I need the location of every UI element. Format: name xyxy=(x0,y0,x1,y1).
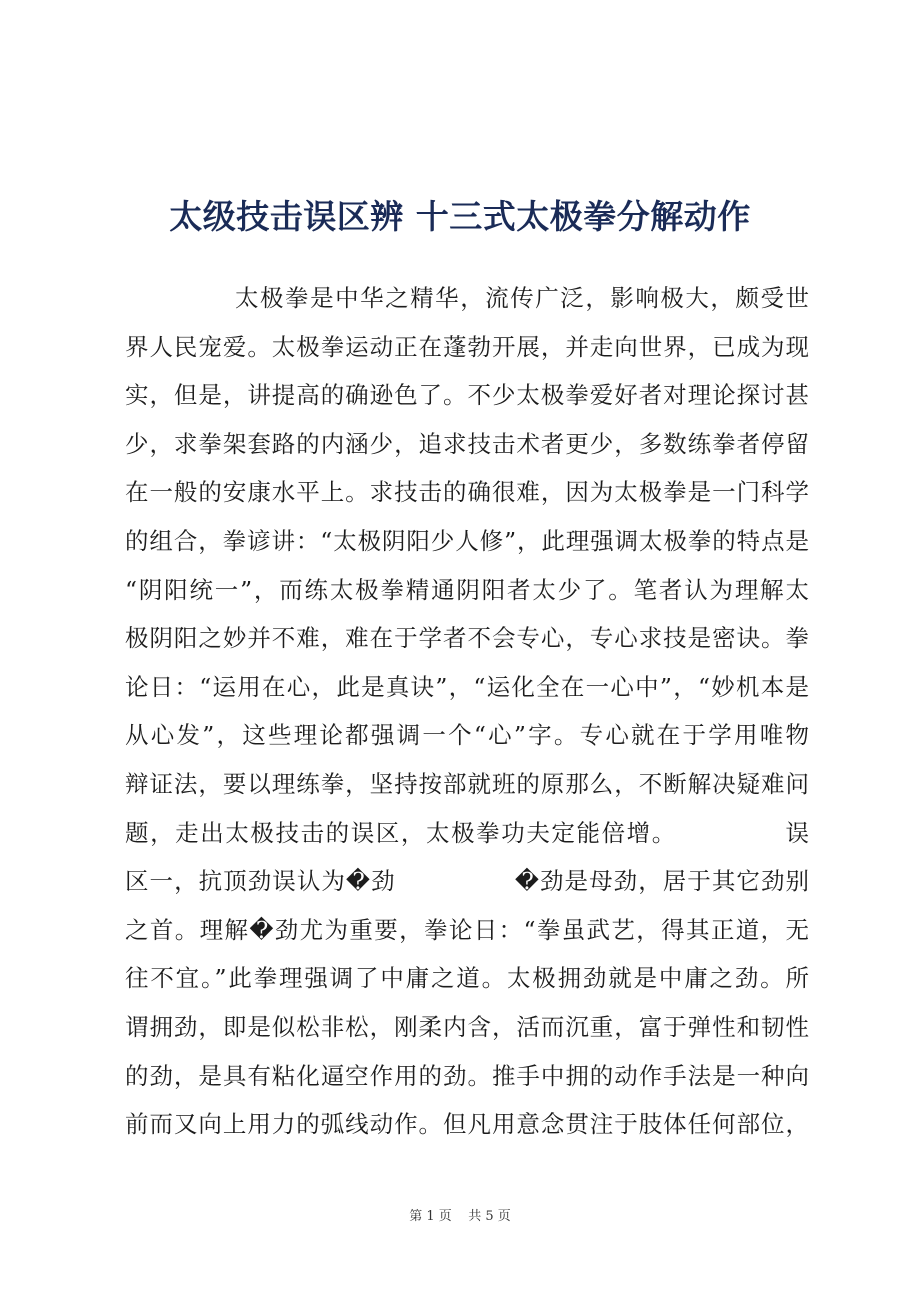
body-line: 题，走出太极技击的误区，太极拳功夫定能倍增。 误 xyxy=(125,818,809,847)
page-footer: 第 1 页 共 5 页 xyxy=(409,1209,511,1224)
body-line: 之首。理解�劲尤为重要，拳论日：“拳虽武艺，得其正道，无 xyxy=(125,915,809,944)
body-line: 辩证法，要以理练拳，坚持按部就班的原那么，不断解决疑难问 xyxy=(125,769,809,798)
body-line: 从心发”，这些理论都强调一个“心”字。专心就在于学用唯物 xyxy=(125,721,809,750)
body-line: 谓拥劲，即是似松非松，刚柔内含，活而沉重，富于弹性和韧性 xyxy=(125,1012,809,1041)
body-line: 界人民宠爱。太极拳运动正在蓬勃开展，并走向世界，已成为现 xyxy=(125,332,809,361)
body-line: 极阴阳之妙并不难，难在于学者不会专心，专心求技是密诀。拳 xyxy=(125,624,809,653)
body-line: 往不宜。”此拳理强调了中庸之道。太极拥劲就是中庸之劲。所 xyxy=(125,964,809,993)
body-line: 前而又向上用力的弧线动作。但凡用意念贯注于肢体任何部位， xyxy=(125,1110,809,1139)
document-body xyxy=(125,274,809,1149)
body-line: 的劲，是具有粘化逼空作用的劲。推手中拥的动作手法是一种向 xyxy=(125,1061,809,1090)
body-line: 论日：“运用在心，此是真诀”，“运化全在一心中”，“妙机本是 xyxy=(125,672,809,701)
body-line: 少，求拳架套路的内涵少，追求技击术者更少，多数练拳者停留 xyxy=(125,429,809,458)
body-line: 的组合，拳谚讲：“太极阴阳少人修”，此理强调太极拳的特点是 xyxy=(125,526,809,555)
body-line: 实，但是，讲提高的确逊色了。不少太极拳爱好者对理论探讨甚 xyxy=(125,381,809,410)
body-line: 太极拳是中华之精华，流传广泛，影响极大，颇受世 xyxy=(235,284,809,312)
body-line: “阴阳统一”，而练太极拳精通阴阳者太少了。笔者认为理解太 xyxy=(125,575,809,604)
body-line: 在一般的安康水平上。求技击的确很难，因为太极拳是一门科学 xyxy=(125,478,809,507)
body-line: 区一，抗顶劲误认为�劲 �劲是母劲，居于其它劲别 xyxy=(125,867,809,896)
document-title: 太级技击误区辨 十三式太极拳分解动作 xyxy=(169,197,751,236)
